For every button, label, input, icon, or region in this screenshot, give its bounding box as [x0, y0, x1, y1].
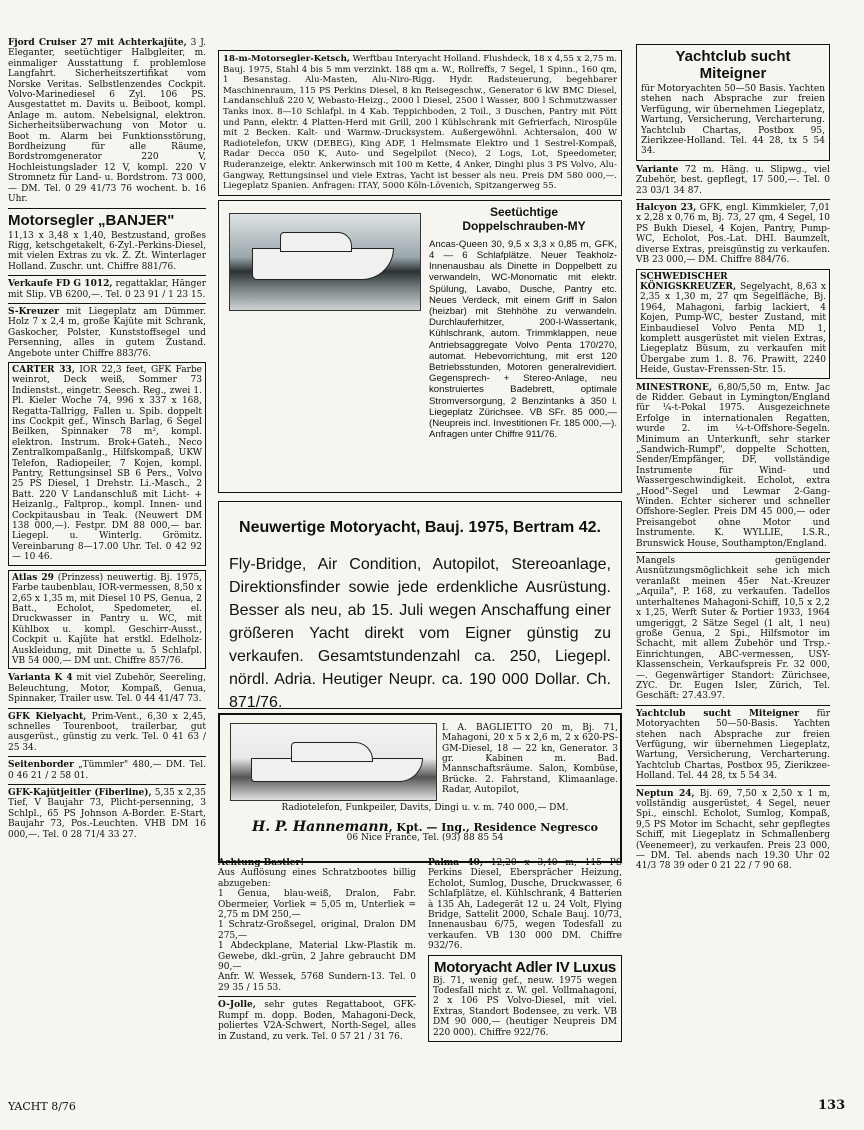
boat-hull-shape: [252, 248, 394, 280]
hannemann-logo: H. P. Hannemann: [251, 818, 389, 835]
ad-yachtclub-title: Yachtclub sucht Miteigner: [675, 48, 791, 82]
ad-doppelschrauben-title: [429, 205, 619, 233]
ad-doppelschrauben-box: [218, 200, 622, 493]
motoryacht-photo: [229, 213, 421, 311]
ad-schwed: [640, 272, 826, 376]
divider: [636, 785, 830, 786]
ad-banjer-text: 11,13 x 3,48 x 1,40, Bestzustand, großes Rigg, ketschgetakelt, 6-Zyl.-Perkins-Diesel, mit vielen Extras zu vk. Z. Zt. Winterlager Holland. Zuschr. unt. Chiffre 881/76.: [8, 230, 206, 272]
ad-text: Prim-Vent., 6,30 x 2,45, schnelles Tourenboot, trailerbar, gut ausgerüst., günstig zu verk. Tel. 0 41 63 / 25 34.: [8, 711, 206, 753]
boat-cabin-shape: [291, 742, 373, 762]
ad-carter: [12, 365, 202, 563]
ad-yachtclub-text: für Motoryachten 50—50 Basis. Yachten stehen nach Absprache zur freien Verfügung, wir übernehmen Liegeplatz, Wartung, Versicherung, Vercharterung. Yachtclub Chartas, Postbox 95, Zierikzee-Holland. Tel. 44 28, tx 5 54 34.: [641, 84, 825, 157]
ad-gfk-kielyacht: [8, 712, 206, 754]
ad-text: (Prinzess) neuwertig. Bj. 1975, Farbe taubenblau, IOR-vermessen, 8,50 x 2,65 x 1,35 m, mit Diesel 10 PS, Genua, 2 Batt., Echolot, Spedometer, el. Druckwasser in Pantry u. WC, mit Kühlbox u. kompl. Geschirr-Ausst., Cockpit u. Kajüte hat erstkl. Edelholz-Auskleidung, mit Dinette u. 5 Schlafpl. VB 54 000,— DM unt. Chiffre 857/76.: [12, 572, 202, 666]
ad-text: Segelyacht, 8,63 x 2,35 x 1,30 m, 27 qm Segelfläche, Bj. 1964, Mahagoni, farbig lackiert, 4 Kojen, Pump-WC, bester Zustand, mit Einbaudiesel Volvo Penta MD 1, komplett ausgerüstet mit vielen Extras, Liegeplatz Büsum, zu verkaufen mit Übergabe zum 1. 8. 76. Prawitt, 2240 Heide, Gustav-Frenssen-Str. 15.: [640, 281, 826, 376]
ad-text: 6,80/5,50 m, Entw. Jac de Ridder. Gebaut in Lymington/England für ¼-t-Pokal 1975. Ausgezeichnete Erfolge in internationalen Regatten, wurde 2. im ¼-t-Offshore-Segeln. Minimum an Unterkunft, sehr starker „Sandwich-Rumpf", doppelte Schotten, Sender/Empfänger, DF, vollständige Instrumente für Wind- und Wassergeschwindigkeit. Echolot, extra „Hood"-Segel und Lewmar 2-Gang-Winden. Echter sicherer und schneller Offshore-Segler. Preis DM 45 000,— oder Preisangebot ohne Motor und Instrumente. K. WYLLIE, I.S.R., Brunswick House, Southampton/England.: [636, 382, 830, 549]
hannemann-sub: , Kpt. — Ing., Residence Negresco: [388, 820, 599, 834]
divider: [636, 552, 830, 553]
ad-text: regattaklar, Hänger mit Slip. VB 6200,—. Tel. 0 23 91 / 1 23 15.: [8, 279, 206, 300]
ad-text: 5,35 x 2,35 Tief, V Baujahr 73, Plicht-persenning, 3 Schlpl., 65 PS Johnson A-Border. E-Start, Baujahr 73, Pos.-Leuchten. VHB DM 16 000,—. Tel. 0 28 71/4 33 27.: [8, 788, 206, 840]
ad-lead: Fjord Cruiser 27 mit Achterkajüte,: [8, 38, 187, 48]
ad-lead: Neptun 24,: [636, 788, 695, 799]
ad-adler-title: Motoryacht Adler IV Luxus: [434, 958, 616, 976]
ad-adler-text: Bj. 71, wenig gef., neuw. 1975 wegen Todesfall nicht z. W. gel. Vollmahagoni, 2 x 106 PS Volvo-Diesel, mit viel. Extras, Standort Bodensee, zu verk. VB DM 90 000,— (heutiger Neupreis DM 220 000). Chiffre 922/76.: [433, 975, 617, 1038]
ad-atlas: [12, 573, 202, 667]
ad-minestrone: [636, 383, 830, 550]
ad-lead: Achtung Bastler!: [218, 858, 305, 868]
footer-magazine: YACHT 8/76: [8, 1100, 76, 1113]
ad-text: Bj. 69, 7,50 x 2,50 x 1 m, vollständig ausgerüstet, 4 Segel, neuer Spi., einschl. Echolot, Sumlog, Kompaß, 9,5 PS Motor im Schacht, sehr gepflegtes Schiff, mit Liegeplatz in Schmallenberg (Veenemeer), zu verkaufen. Preis 23 000,— DM. Tel. abends nach 19.30 Uhr 02 41/3 78 39 oder 0 21 22 / 7 90 68.: [636, 788, 830, 872]
ad-text: GFK, engl. Kimmkieler, 7,01 x 2,28 x 0,76 m, Bj. 73, 27 qm, 4 Segel, 10 PS Bukh Diesel, 4 Kojen, Pantry, Pump-WC, Echolot, Pos.-Lat. DHI. Baumzelt, diverse Extras, preisgünstig zu verkaufen. VB 23 000,— DM. Chiffre 884/76.: [636, 203, 830, 266]
ad-ketsch-box: [218, 50, 622, 196]
ad-baglietto-text: I. A. BAGLIETTO 20 m, Bj. 71, Mahagoni, 20 x 5 x 2,6 m, 2 x 620-PS-GM-Diesel, 18 — 22 kn, Generator. 3 gr. Kabinen m. Bad. Mannschaftsräume. Salon, Kombüse, Brücke. 2. Fahrstand, Klimaanlage. Radar, Autopilot,: [442, 722, 618, 796]
ad-banjer: [8, 212, 206, 273]
ad-bastler: [218, 858, 416, 993]
divider: [218, 996, 416, 997]
ad-bertram-text: Fly-Bridge, Air Condition, Autopilot, Stereoanlage, Direktionsfinder sowie jede erdenkliche Ausrüstung. Besser als neu, ab 15. Juli wegen Anschaffung einer größeren Yacht direkt vom Eigner günstig zu verkaufen. Gesamtstundenzahl ca. 250, Liegepl. nördl. Adria. Heutiger Neupr. ca. 190 000 Dollar. Ch. 871/76.: [229, 555, 611, 711]
ad-lead: Halcyon 23,: [636, 203, 697, 214]
ad-lead: GFK-Kajütjeitler (Fiberline),: [8, 788, 152, 798]
ad-yachtclub-2: [636, 709, 830, 782]
ad-bertram-box: [218, 501, 622, 709]
ad-halcyon: [636, 203, 830, 265]
ad-seitenborder: [8, 760, 206, 781]
middle-lower-left: [218, 858, 416, 1045]
ad-lead: SCHWEDISCHER KÖNIGSKREUZER,: [640, 271, 737, 292]
divider: [8, 303, 206, 304]
page-number: 133: [818, 1098, 846, 1113]
ad-lead: CARTER 33,: [12, 364, 75, 375]
ad-text: sehr gutes Regattaboot, GFK-Rumpf m. dopp. Boden, Mahagoni-Deck, poliertes V2A-Schwert, North-Segel, alles in Zustand, zu verk. Tel. 0 57 21 / 31 76.: [218, 1000, 416, 1042]
ad-lead: Atlas 29: [12, 572, 54, 583]
ad-fd: [8, 279, 206, 300]
boat-cabin-shape: [280, 232, 352, 252]
ad-s-kreuzer: [8, 307, 206, 359]
ad-text: Aus Auflösung eines Schratzbootes billig abzugeben: 1 Genua, blau-weiß, Dralon, Fabr. Obermeier, Vorliek = 5,05 m, Unterliek = 2,75 m DM 250,— 1 Schratz-Großsegel, original, Dralon DM 275,— 1 Abdeckplane, Material Lkw-Plastik m. Gewebe, dkl.-grün, 2 Jahre gebraucht DM 90,— Anfr. W. Wessek, 5768 Sundern-13. Tel. 0 29 35 / 15 53.: [218, 868, 416, 993]
right-column: [636, 44, 830, 875]
ad-yachtclub-box: [636, 44, 830, 161]
ad-mangels: Mangels genügender Ausnützungsmöglichkeit sehe ich mich veranlaßt meinen 45er Nat.-Kreuzer „Aquila", P. 168, zu verkaufen. Tadellos unterhaltenes Mahagoni-Schiff, 10,5 x 2,2 x 1,25, Werft Suter & Portier 1933, 1964 umgeriggt, 2 Sätze Segel (1 alt, 1 neu) große Genua, 2 Spi., Hilfsmotor im Schacht, mit allem Zubehör und Trsp.-Einrichtungen, ABC-vermessen, USY-Klassenschein, Verkaufspreis Fr. 32 000,—. Gegenwärtiger Standort: Zürichsee, ZYC. Dr. Eugen Isler, Zürich, Tel. Geschäft: 27.43.97.: [636, 556, 830, 702]
ad-ojolle: [218, 1000, 416, 1042]
ad-lead: Varianta K 4: [8, 673, 73, 684]
ad-palma: [428, 858, 622, 952]
ad-lead: O-Jolle,: [218, 1000, 256, 1011]
ad-lead: Palma 40,: [428, 858, 483, 868]
ad-text: für Motoryachten 50—50-Basis. Yachten stehen nach Absprache zur freien Verfügung, wir übernehmen Liegeplatz, Wartung, Versicherung, Vercharterung. Yachtclub Chartas, Postbox 95, Zierikzee-Holland. Tel. 44 28, tx 5 54 34.: [636, 708, 830, 782]
ad-neptun: [636, 789, 830, 872]
ad-gfk-kajuetjeitler: [8, 788, 206, 840]
divider: [8, 784, 206, 785]
divider: [636, 705, 830, 706]
ad-lead: GFK Kielyacht,: [8, 711, 87, 722]
left-column: [8, 38, 206, 843]
ad-lead: Variante: [636, 164, 679, 175]
ad-text: 3 J. Eleganter, seetüchtiger Halbgleiter, m. einmaliger Ausstattung f. problemlose Langfahrt. Sicherheitszertifikat vom Norske Veritas. Selbstlenzendes Cockpit. Volvo-Marinediesel 6 Zyl. 106 PS. Ausgestattet m. Davits u. Beiboot, kompl. Anlage m. autom. Nebelsignal, elektron. Sicherheitsüberwachung von Motor u. Boot m. Alarm bei Funktionsstörung, Bordheizung für alle Räume, Bordstromgenerator 220 V, Hochleistungslader 12 V, kompl. 220 V Stromnetz für Land- u. Bordstrom. 73 000,— DM. Tel. 0 29 41/73 76 wochent. b. 16 Uhr.: [8, 38, 206, 205]
ad-carter-box: [8, 362, 206, 566]
ad-lead: S-Kreuzer: [8, 306, 59, 317]
ad-schwed-box: [636, 269, 830, 379]
ad-bertram-title: Neuwertige Motoryacht, Bauj. 1975, Bertram 42.: [239, 518, 601, 536]
ad-atlas-box: [8, 570, 206, 670]
ad-baglietto-address: 06 Nice France, Tel. (93) 88 85 54: [346, 832, 504, 843]
ad-text: 12,20 x 3,40 m, 115 PS Perkins Diesel, Ebersprächer Heizung, Echolot, Sumlog, Dusche, Druckwasser, 6 Schlafplätze, el. Kühlschrank, 4 Batterien à 135 Ah, Ladegerät 12 u. 24 Volt, Flying Bridge, Sattelit 2000, Schale Bauj. 10/73, Innenausbau 6/75, wegen Todesfall zu verkaufen. VB 130 000 DM. Chiffre 932/76.: [428, 858, 622, 952]
divider: [8, 208, 206, 209]
ad-baglietto-box: [218, 713, 622, 863]
ad-baglietto-line2: Radiotelefon, Funkpeiler, Davits, Dingi u. v. m. 740 000,— DM.: [281, 802, 569, 813]
ad-lead: 18-m-Motorsegler-Ketsch,: [223, 54, 350, 64]
ad-lead: Seitenborder: [8, 760, 74, 771]
baglietto-photo: [230, 723, 437, 801]
divider: [636, 199, 830, 200]
ad-text: „Tümmler" 480,— DM. Tel. 0 46 21 / 2 58 01.: [8, 760, 206, 781]
ad-text: mit viel Zubehör, Seereling, Beleuchtung, Motor, Kompaß, Genua, Spinnaker, Trailer usw. Tel. 0 44 41/47 73.: [8, 673, 206, 705]
ad-adler-box: [428, 955, 622, 1042]
ad-text: IOR 22,3 feet, GFK Farbe weinrot, Deck weiß, Sommer 73 Indienstst., eingetr. Seesch. Reg., zwei 1. Pl. Kieler Woche 74, 996 x 337 x 168, Regatta-Tallrigg, Fallen u. Spib. doppelt ins Cockpit gef., Winsch Barlag, 6 Segel Beilken, Spinnaker 78 m², kompl. elektron. Instrum. Brok+Gateh., Neco Zentralkompaßanlg., Hilfskompaß, UKW Telefon, Radiopeiler, 7 Kojen, kompl. Pantry, Rettungsinsel SB 6 Pers., Volvo 25 PS Diesel, 1 Drehstr. Li.-Masch., 2 Batt. 220 V Landanschluß mit Licht- + Heizanlg., Faltprop., kompl. Innen- und Cockpitausbau in Teak. (Neuwert DM 138 000,—). Festpr. DM 88 000,— bar. Liegepl. u. Winterlg. Grömitz. Vereinbarung 8—17.00 Uhr. Tel. 0 42 92 — 10 46.: [12, 364, 202, 563]
ad-varianta: [8, 673, 206, 704]
ad-doppelschrauben-text: Ancas-Queen 30, 9,5 x 3,3 x 0,85 m, GFK, 4 — 6 Schlafplätze. Neuer Teakholz-Innenausbau als Dinette in Doppelbett zu verwandeln, WC-Monomatic mit elektr. Spülung, Lavabo, Dusche, Pantry etc. Neues Verdeck, mit einem Griff in Salon (heizbar) mit Stehhöhe zu verwandeln. Durchlauferhitzer, 200-l-Wassertank, Kühlschrank, autom. Trimmklappen, neue Antriebsaggregate Volvo Penta 170/270, automat. Hebevorrichtung, mit erst 120 Betriebsstunden, Motoren generalrevidiert. Gegensprech- + Stereo-Anlage, neu konstruiertes Badebrett, optimale Stromversorgung, 2 Benzintanks à 350 l. Liegeplatz Zürichsee. VB SFr. 85 000,— (Neupreis incl. Investitionen Fr. 185 000,—). Anfragen unter Chiffre 911/76.: [429, 238, 617, 441]
ad-lead: MINESTRONE,: [636, 382, 712, 393]
ad-lead: Verkaufe FD G 1012,: [8, 279, 113, 290]
ad-text: mit Liegeplatz am Dümmer. Holz 7 x 2,4 m, große Kajüte mit Schrank, Gaskocher, Polster, Kunststoffsegel und Persenning, alles in gutem Zustand. Angebote unter Chiffre 883/76.: [8, 306, 206, 359]
ad-lead: Yachtclub sucht Miteigner: [636, 708, 799, 719]
ad-variante: [636, 165, 830, 196]
divider: [8, 275, 206, 276]
divider: [8, 708, 206, 709]
middle-column: [218, 50, 622, 867]
title-line-1: Seetüchtige: [489, 204, 558, 219]
divider: [8, 756, 206, 757]
ad-banjer-title: Motorsegler „BANJER": [8, 211, 175, 229]
ad-ketsch: [223, 54, 617, 192]
ad-text: Werftbau Interyacht Holland. Flushdeck, 18 x 4,55 x 2,75 m. Bauj. 1975, Stahl 4 bis 5 mm verzinkt. 188 qm a. W., Rollreffs, 7 Segel, 1 Spinn., 160 qm, 1 Besanstag. Alu-Masten, Alu-Niro-Rigg. Hydr. Radsteuerung, begehbarer Maschinenraum, 115 PS Perkins Diesel, 8 kn Reisegeschw., Generator 6 kW BMC Diesel, Landanschluß 220 V, Webasto-Heizg., 2000 l Diesel, 2500 l Wasser, 800 l Schmutzwasser Tanks inox. 8—10 Schlafpl. in 4 Kab. Teppichboden, 2 Toil., 3 Duschen, Pantry mit Pött und Pann, elektr. 4 Platten-Herd mit Grill, 200 l Kühlschrank mit Gefrierfach, Nirospüle mit 2 Becken. Kalt- und Warmw.-Drucksystem. Außergewöhnl. Achtersalon, 400 W Radiotelefon, UKW (DEBEG), King ADF, 1 Helmsmate Elektro und 1 Sestrel-Kompaß, Radar Decca 050 K, Auto- und Segelpilot (Neco), 2 Logs, Lot, Speedometer, Ruderanzeige, elektr. Ankerwinsch mit 100 m Kette, 4 Anker, Dinghi plus 3 PS Volvo, Alu-Gangway, Rettungsinsel und viele Extras, Yacht ist besser als neu. Preis DM 580 000,—. Liegeplatz Spanien. Anfragen: ITAY, 5000 Köln-Lövenich, Spitzangerweg 55.: [223, 54, 618, 192]
middle-lower-right: [428, 858, 622, 1046]
ad-text: 72 m. Häng. u. Slipwg., viel Zubehör, best. gepflegt, 17 500,—. Tel. 0 23 03/1 34 87.: [636, 164, 830, 196]
ad-fjord-cruiser: [8, 38, 206, 205]
title-line-2: Doppelschrauben-MY: [462, 218, 586, 233]
